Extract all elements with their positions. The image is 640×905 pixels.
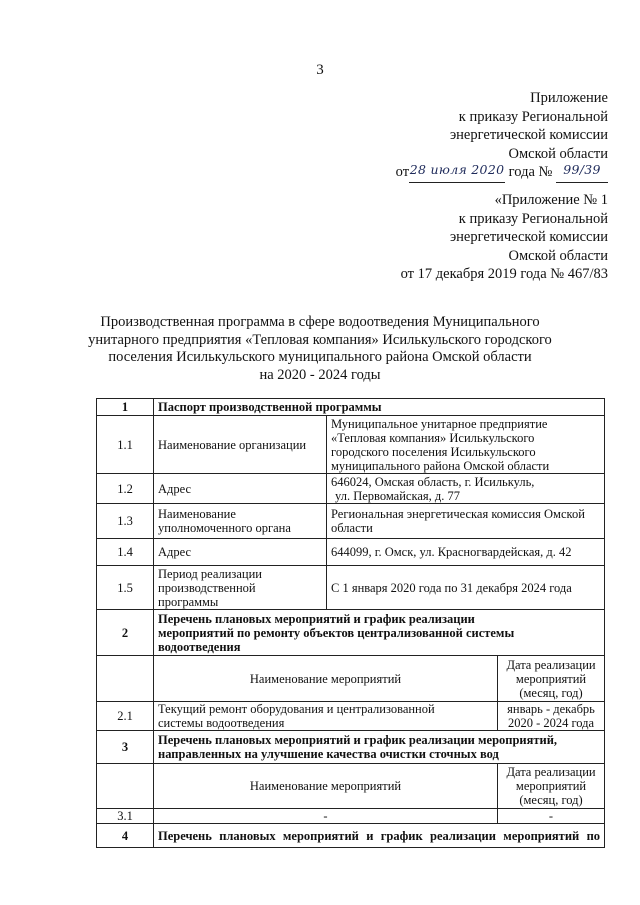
value-line: Региональная энергетическая комиссия Омской	[331, 507, 585, 521]
header-line: Дата реализации	[506, 657, 596, 672]
row-label	[154, 504, 327, 539]
row-value	[327, 504, 605, 539]
row-number: 1.4	[97, 539, 154, 566]
appendix-line: энергетической комиссии	[449, 229, 608, 245]
section-row	[97, 610, 605, 656]
row-name: -	[154, 809, 498, 824]
label-line: программы	[158, 594, 219, 609]
date-line: январь - декабрь	[507, 702, 595, 716]
name-line: системы водоотведения	[158, 716, 285, 730]
appendix-line: «Приложение № 1	[494, 192, 608, 208]
appendix-line: Омской области	[508, 247, 608, 264]
document-title	[0, 314, 640, 384]
column-header-date	[498, 656, 605, 702]
name-line: Текущий ремонт оборудования и централизованной	[158, 702, 435, 716]
table-row	[97, 539, 605, 566]
handwritten-date: 28 июля 2020	[409, 162, 505, 177]
label-line: производственной	[158, 580, 256, 595]
value-line: 646024, Омская область, г. Исилькуль,	[331, 474, 535, 489]
row-number: 2.1	[97, 702, 154, 731]
page-number: 3	[316, 62, 324, 78]
appendix-line: от 17 декабря 2019 года № 467/83	[400, 266, 608, 282]
row-number: 1.3	[97, 504, 154, 539]
title-line: Перечень плановых мероприятий и график реализации	[158, 611, 475, 626]
appendix-line: Омской области	[508, 145, 608, 162]
date-prefix: от	[395, 164, 410, 180]
table-row	[97, 702, 605, 731]
section-number: 4	[97, 824, 154, 848]
value-line: ул. Первомайская, д. 77	[335, 488, 460, 503]
label-line: уполномоченного органа	[158, 521, 291, 535]
title-line: мероприятий по ремонту объектов централизованной системы	[158, 625, 515, 640]
section-title	[154, 610, 605, 656]
appendix-line: к приказу Региональной	[458, 210, 608, 227]
header-line: (месяц, год)	[519, 793, 583, 807]
table-row	[97, 566, 605, 610]
appendix-line: к приказу Региональной	[458, 108, 608, 125]
appendix-line: Приложение	[530, 90, 608, 106]
row-number: 1.5	[97, 566, 154, 610]
title-line: Производственная программа в сфере водоотведения Муниципального	[100, 314, 540, 330]
row-value	[327, 416, 605, 474]
section-number: 3	[97, 731, 154, 764]
title-line: поселения Исилькульского муниципального района Омской области	[108, 349, 532, 365]
section-number: 1	[97, 399, 154, 416]
header-line: мероприятий	[515, 779, 587, 793]
title-line: унитарного предприятия «Тепловая компания» Исилькульского городского	[88, 331, 552, 348]
appendix-line: энергетической комиссии	[449, 127, 608, 143]
header-line: (месяц, год)	[519, 685, 583, 700]
row-name	[154, 702, 498, 731]
section-row	[97, 824, 605, 848]
title-line: направленных на улучшение качества очистки сточных вод	[158, 747, 499, 761]
table-header-row	[97, 764, 605, 809]
header-line: мероприятий	[515, 671, 587, 686]
section-row	[97, 731, 605, 764]
row-date	[498, 702, 605, 731]
row-value	[327, 474, 605, 504]
value-line: Муниципальное унитарное предприятие	[331, 416, 548, 431]
value-line: городского поселения Исилькульского	[331, 444, 536, 459]
appendix-original-order	[401, 191, 608, 284]
row-value: 644099, г. Омск, ул. Красногвардейская, д. 42	[327, 539, 605, 566]
row-label: Адрес	[154, 539, 327, 566]
table-row	[97, 416, 605, 474]
table-row	[97, 474, 605, 504]
label-line: Период реализации	[158, 566, 262, 581]
value-line: муниципального района Омской области	[331, 458, 550, 473]
column-header-name: Наименование мероприятий	[154, 764, 498, 809]
appendix-current-order	[396, 89, 608, 183]
table-row	[97, 809, 605, 824]
column-header-name: Наименование мероприятий	[154, 656, 498, 702]
label-line: Наименование	[158, 507, 236, 521]
column-header-date	[498, 764, 605, 809]
title-line: водоотведения	[158, 639, 241, 654]
empty-cell	[97, 764, 154, 809]
section-title	[154, 731, 605, 764]
row-date: -	[498, 809, 605, 824]
row-value: С 1 января 2020 года по 31 декабря 2024 года	[327, 566, 605, 610]
value-line: «Тепловая компания» Исилькульского	[331, 430, 535, 445]
row-number: 3.1	[97, 809, 154, 824]
table-row	[97, 504, 605, 539]
row-number: 1.1	[97, 416, 154, 474]
section-number: 2	[97, 610, 154, 656]
section-title: Паспорт производственной программы	[154, 399, 605, 416]
date-line: 2020 - 2024 года	[507, 716, 595, 730]
order-date-line	[396, 163, 608, 183]
handwritten-number: 99/39	[563, 162, 601, 177]
row-label: Адрес	[154, 474, 327, 504]
title-line: на 2020 - 2024 годы	[259, 366, 381, 383]
empty-cell	[97, 656, 154, 702]
row-label	[154, 566, 327, 610]
handwritten-date-field	[409, 163, 505, 183]
date-middle: года №	[508, 164, 553, 180]
section-row	[97, 399, 605, 416]
table-header-row	[97, 656, 605, 702]
row-number: 1.2	[97, 474, 154, 504]
program-passport-table	[96, 398, 605, 848]
section-title: Перечень плановых мероприятий и график реализации мероприятий по	[154, 824, 605, 848]
title-line: Перечень плановых мероприятий и график реализации мероприятий,	[158, 733, 558, 747]
value-line: области	[331, 521, 373, 535]
handwritten-number-field	[556, 163, 608, 183]
row-label: Наименование организации	[154, 416, 327, 474]
header-line: Дата реализации	[506, 765, 596, 779]
